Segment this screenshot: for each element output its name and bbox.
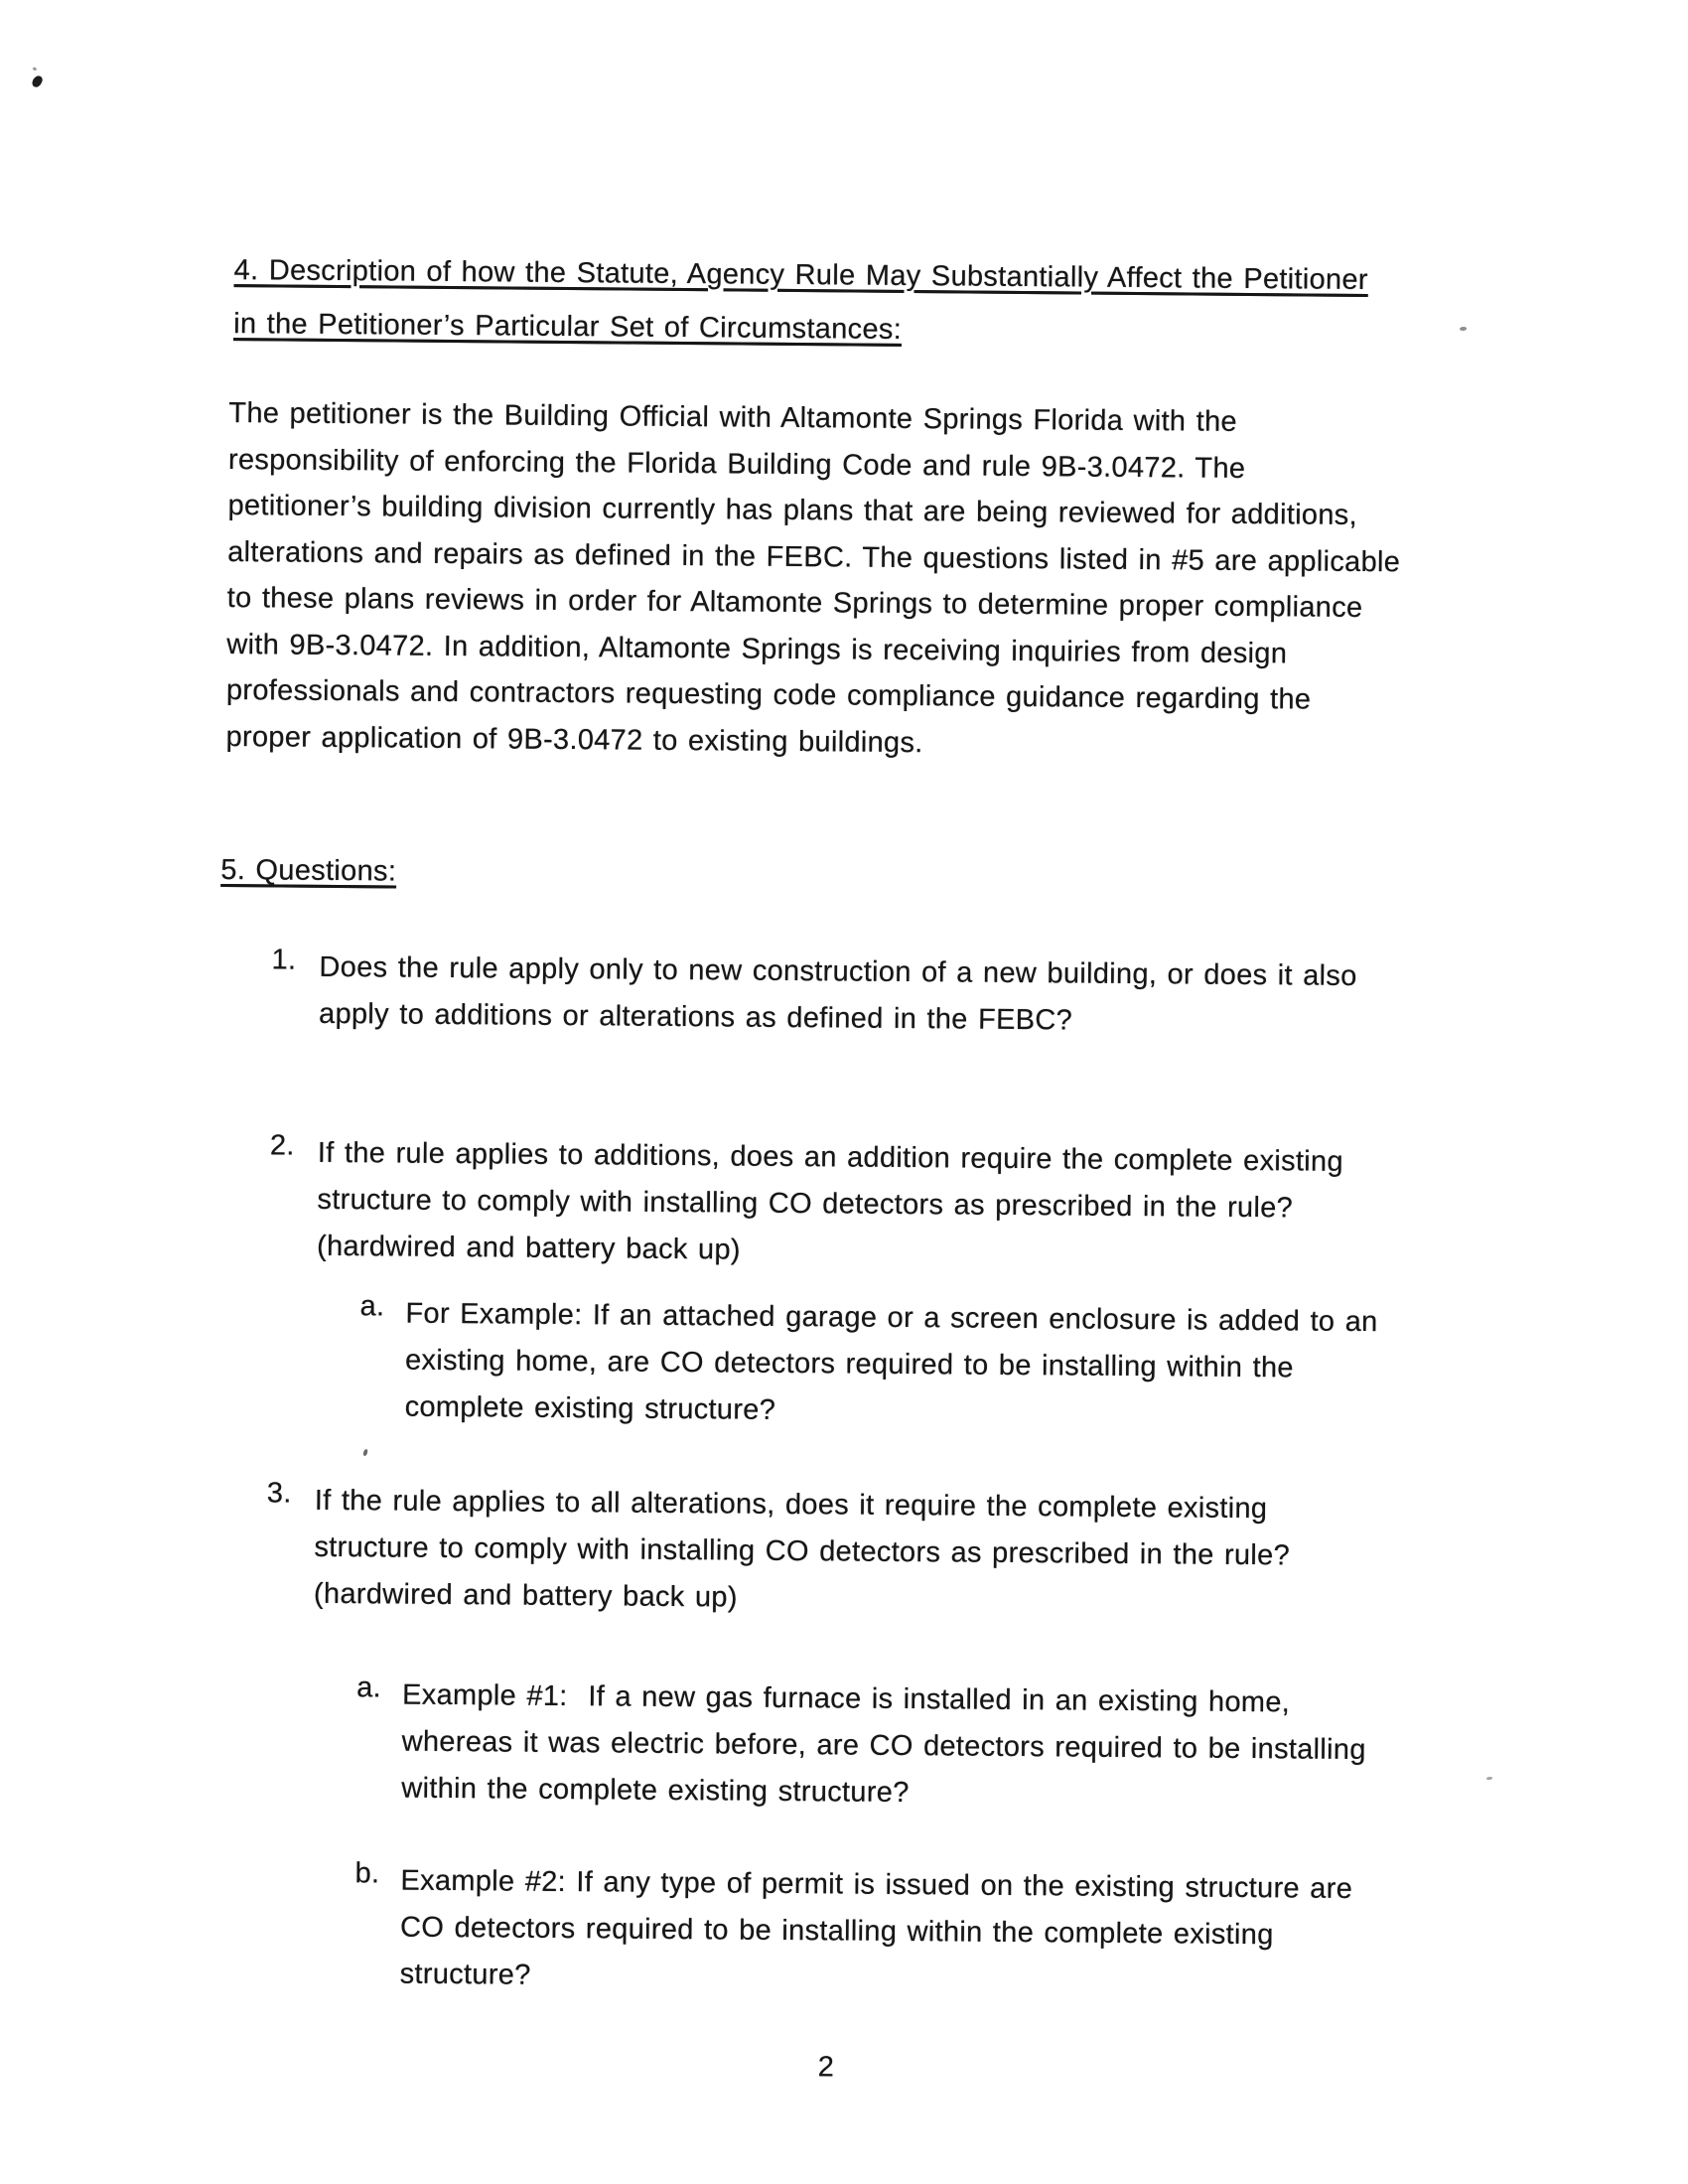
question-3 [266,1477,1556,1628]
question-1-number: 1. [271,944,297,976]
question-1 [271,944,1561,1048]
question-3a [355,1672,1604,1822]
question-3-number: 3. [266,1477,292,1510]
section-4-body-paragraph: The petitioner is the Building Official with Altamonte Springs Florida with the responsibility of enforcing the Florida Building Code and rule 9B-3.0472. The petitioner’s building division currently has plans that are being reviewed for additions, alterations and repairs as defined in the FEBC. The questions listed in #5 are applicable to these plans reviews in order for Altamonte Springs to determine proper compliance with 9B-3.0472. In addition, Altamonte Springs is receiving inquiries from design professionals and contractors requesting code compliance guidance regarding the proper application of 9B-3.0472 to existing buildings. [225,397,1401,759]
question-2a-text: For Example: If an attached garage or a screen enclosure is added to an existing home, are CO detectors required to be installing within the complete existing structure? [404,1297,1378,1426]
question-3-text: If the rule applies to all alterations, does it require the complete existing structure to comply with installing CO detectors as prescribed in the rule? (hardwired and battery back up) [313,1484,1291,1614]
section-5-heading: 5. Questions: [220,853,397,888]
question-2a [358,1290,1607,1441]
question-2-number: 2. [269,1129,295,1162]
section-4-heading: 4. Description of how the Statute, Agency Rule May Substantially Affect the Petitioner in the Petitioner’s Particular Set of Circumstances: [233,254,1368,346]
question-3b-text: Example #2: If any type of permit is issued on the existing structure are CO detectors required to be installing within the complete existing structure? [399,1864,1353,1991]
page-number: 2 [817,2051,835,2084]
question-3b [353,1857,1602,2008]
question-2a-letter: a. [359,1290,385,1323]
question-3b-letter: b. [354,1857,380,1890]
question-2 [269,1129,1559,1280]
question-1-text: Does the rule apply only to new construction of a new building, or does it also apply to additions or alterations as defined in the FEBC? [318,950,1357,1037]
question-3a-text: Example #1: If a new gas furnace is installed in an existing home, whereas it was electric before, are CO detectors required to be installing within the complete existing structure? [401,1678,1366,1810]
question-3a-letter: a. [356,1672,382,1704]
question-2-text: If the rule applies to additions, does an addition require the complete existing structure to comply with installing CO detectors as prescribed in the rule? (hardwired and battery back up) [316,1136,1343,1266]
